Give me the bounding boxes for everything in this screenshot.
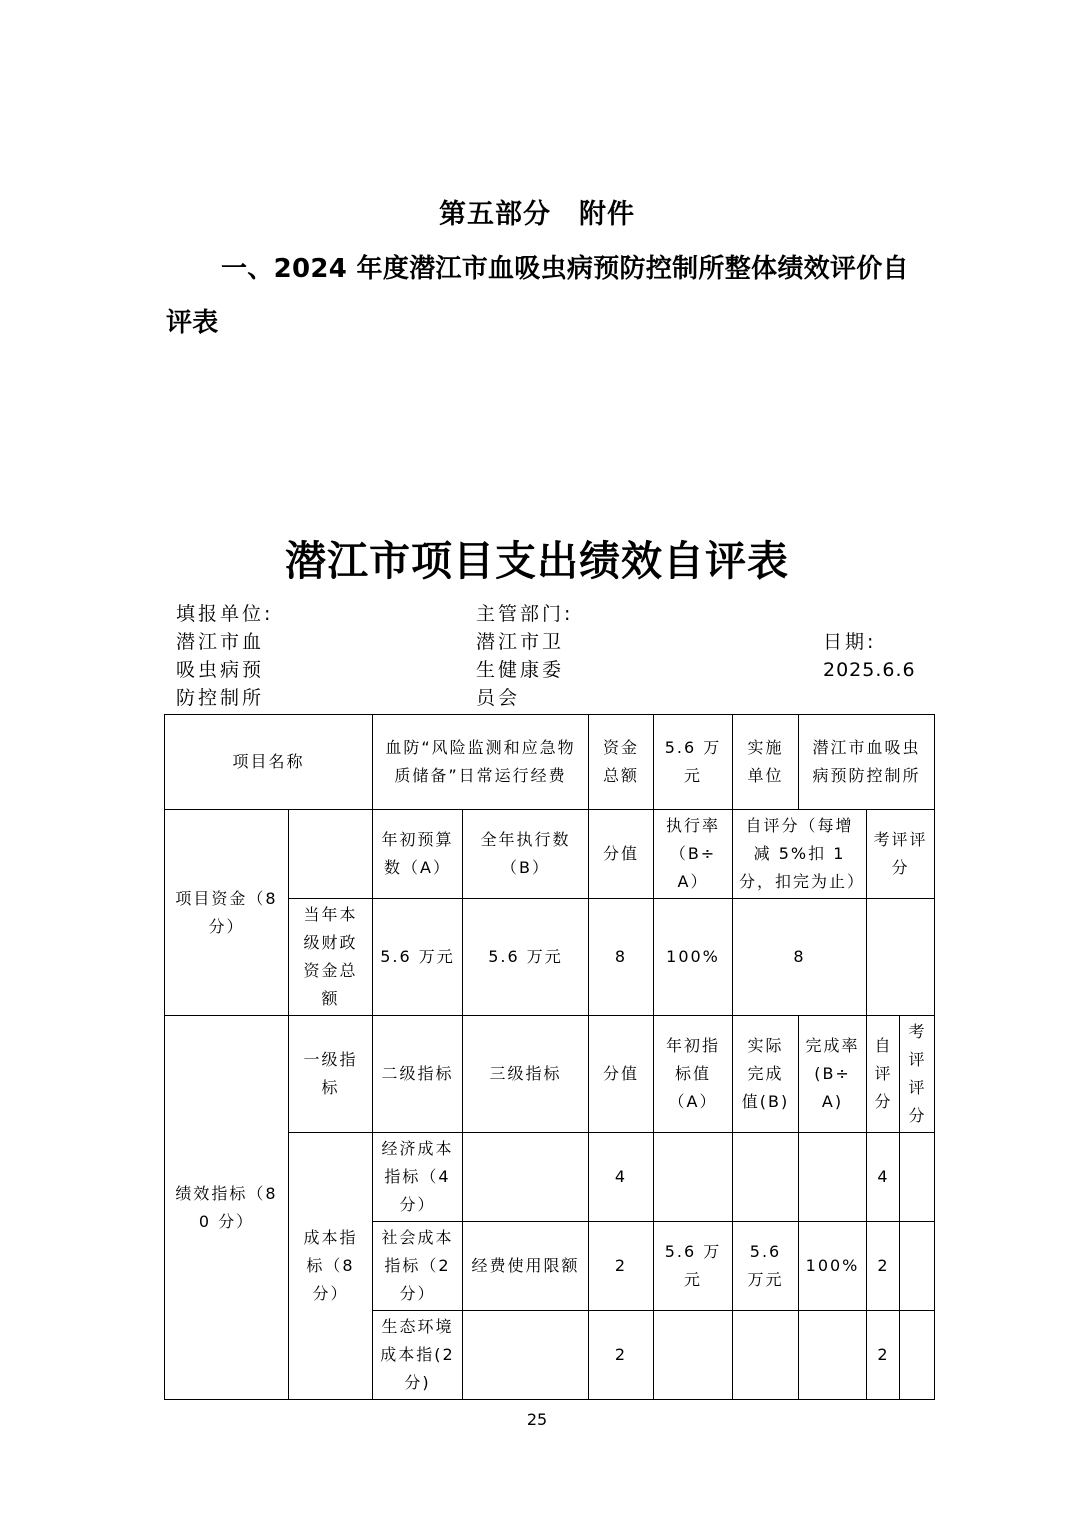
cost-score: 2 bbox=[589, 1222, 654, 1311]
cost-self: 4 bbox=[867, 1133, 900, 1222]
cost-target bbox=[654, 1311, 733, 1400]
fund-review-value bbox=[867, 899, 935, 1016]
report-date-label: 日期: bbox=[823, 631, 877, 653]
supervising-dept-value-line: 生健康委 bbox=[476, 659, 565, 681]
supervising-dept-label: 主管部门: bbox=[476, 603, 574, 625]
project-name-value: 血防“风险监测和应急物质储备”日常运行经费 bbox=[373, 715, 589, 810]
fund-score-value: 8 bbox=[589, 899, 654, 1016]
perf-score-header: 分值 bbox=[589, 1016, 654, 1133]
section-heading: 一、2024 年度潜江市血吸虫病预防控制所整体绩效评价自评表 bbox=[166, 254, 909, 338]
project-name-label: 项目名称 bbox=[165, 715, 373, 810]
total-amount-label: 资金总额 bbox=[589, 715, 654, 810]
cost-level3 bbox=[463, 1311, 589, 1400]
cost-review bbox=[900, 1222, 935, 1311]
perf-self-header: 自评分 bbox=[867, 1016, 900, 1133]
part-title: 第五部分 附件 bbox=[439, 199, 635, 230]
perf-rate-header: 完成率(B÷A) bbox=[799, 1016, 867, 1133]
cost-score: 4 bbox=[589, 1133, 654, 1222]
supervising-dept-value-line: 潜江市卫 bbox=[476, 631, 565, 653]
supervising-dept bbox=[476, 600, 573, 712]
perf-actual-header: 实际完成值(B) bbox=[733, 1016, 799, 1133]
perf-level3-header: 三级指标 bbox=[463, 1016, 589, 1133]
fund-actual-header: 全年执行数（B） bbox=[463, 810, 589, 899]
perf-level2-header: 二级指标 bbox=[373, 1016, 463, 1133]
report-date-value: 2025.6.6 bbox=[823, 659, 916, 681]
total-amount-value: 5.6 万元 bbox=[654, 715, 733, 810]
fund-score-header: 分值 bbox=[589, 810, 654, 899]
fund-self-eval-header: 自评分（每增减 5%扣 1 分，扣完为止） bbox=[733, 810, 867, 899]
cost-actual bbox=[733, 1133, 799, 1222]
fund-review-header: 考评评分 bbox=[867, 810, 935, 899]
cost-group-label: 成本指标（8 分） bbox=[289, 1133, 373, 1400]
table-row bbox=[165, 810, 935, 899]
perf-target-header: 年初指标值（A） bbox=[654, 1016, 733, 1133]
filling-unit bbox=[176, 600, 273, 712]
cost-actual bbox=[733, 1311, 799, 1400]
evaluation-table bbox=[164, 714, 935, 1400]
cost-target bbox=[654, 1133, 733, 1222]
table-row bbox=[165, 1016, 935, 1133]
cost-actual: 5.6 万元 bbox=[733, 1222, 799, 1311]
cost-level2: 生态环境成本指(2 分) bbox=[373, 1311, 463, 1400]
fund-rate-header: 执行率（B÷A） bbox=[654, 810, 733, 899]
page-number: 25 bbox=[526, 1410, 548, 1429]
cost-review bbox=[900, 1133, 935, 1222]
supervising-dept-value-line: 员会 bbox=[476, 687, 521, 709]
cost-review bbox=[900, 1311, 935, 1400]
impl-unit-value: 潜江市血吸虫病预防控制所 bbox=[799, 715, 935, 810]
cost-score: 2 bbox=[589, 1311, 654, 1400]
cost-level2: 经济成本指标（4 分） bbox=[373, 1133, 463, 1222]
fund-rate-value: 100% bbox=[654, 899, 733, 1016]
form-title: 潜江市项目支出绩效自评表 bbox=[285, 537, 789, 585]
empty-cell bbox=[289, 810, 373, 899]
cost-self: 2 bbox=[867, 1311, 900, 1400]
filling-unit-label: 填报单位: bbox=[176, 603, 274, 625]
cost-rate: 100% bbox=[799, 1222, 867, 1311]
impl-unit-label: 实施单位 bbox=[733, 715, 799, 810]
fund-row-label: 当年本级财政资金总额 bbox=[289, 899, 373, 1016]
filling-unit-value-line: 潜江市血 bbox=[176, 631, 265, 653]
cost-level3: 经费使用限额 bbox=[463, 1222, 589, 1311]
fund-budget-value: 5.6 万元 bbox=[373, 899, 463, 1016]
cost-self: 2 bbox=[867, 1222, 900, 1311]
filling-unit-value-line: 吸虫病预 bbox=[176, 659, 265, 681]
cost-level2: 社会成本指标（2 分） bbox=[373, 1222, 463, 1311]
cost-rate bbox=[799, 1133, 867, 1222]
perf-section-label: 绩效指标（80 分） bbox=[165, 1016, 289, 1400]
fund-self-eval-value: 8 bbox=[733, 899, 867, 1016]
perf-level1-header: 一级指标 bbox=[289, 1016, 373, 1133]
cost-level3 bbox=[463, 1133, 589, 1222]
fund-section-label: 项目资金（8 分） bbox=[165, 810, 289, 1016]
fund-budget-header: 年初预算数（A） bbox=[373, 810, 463, 899]
filling-unit-value-line: 防控制所 bbox=[176, 687, 265, 709]
cost-target: 5.6 万元 bbox=[654, 1222, 733, 1311]
cost-rate bbox=[799, 1311, 867, 1400]
perf-review-header: 考评评分 bbox=[900, 1016, 935, 1133]
report-date bbox=[823, 628, 916, 684]
table-row bbox=[165, 715, 935, 810]
fund-actual-value: 5.6 万元 bbox=[463, 899, 589, 1016]
